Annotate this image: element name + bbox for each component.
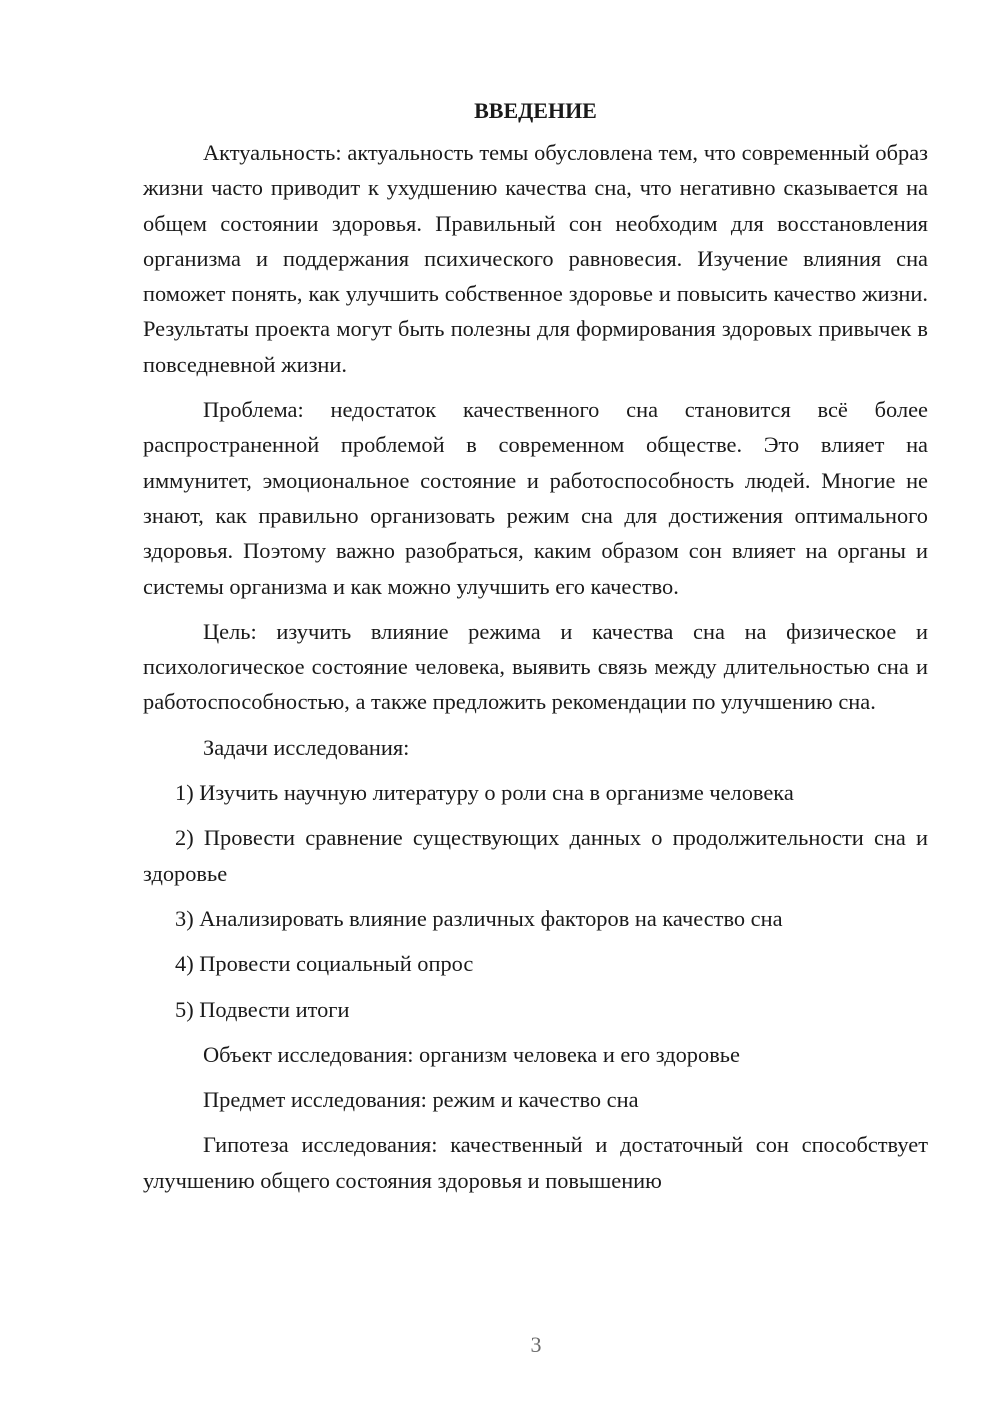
task-item-5: 5) Подвести итоги (175, 996, 350, 1022)
page-title: ВВЕДЕНИЕ (474, 98, 597, 123)
task-item-1: 1) Изучить научную литературу о роли сна в организме человека (175, 780, 794, 806)
hypothesis-paragraph: Гипотеза исследования: качественный и достаточный сон способствует улучшению общего состояния здоровья и повышению (143, 1132, 928, 1193)
relevance-paragraph: Актуальность: актуальность темы обусловлена тем, что современный образ жизни часто приводит к ухудшению качества сна, что негативно сказывается на общем состоянии здоровья. Правильный сон необходим для восстановления организма и поддержания психического равновесия. Изучение влияния сна поможет понять, как улучшить собственное здоровье и повысить качество жизни. Результаты проекта могут быть полезны для формирования здоровых привычек в повседневной жизни. (143, 140, 928, 377)
research-object: Объект исследования: организм человека и его здоровье (203, 1041, 740, 1067)
goal-paragraph: Цель: изучить влияние режима и качества сна на физическое и психологическое состояние человека, выявить связь между длительностью сна и работоспособностью, а также предложить рекомендации по улучшению сна. (143, 618, 928, 715)
task-item-3: 3) Анализировать влияние различных факторов на качество сна (175, 905, 783, 931)
page-content (143, 96, 928, 1198)
task-item-4: 4) Провести социальный опрос (175, 951, 474, 977)
problem-paragraph: Проблема: недостаток качественного сна становится всё более распространенной проблемой в современном обществе. Это влияет на иммунитет, эмоциональное состояние и работоспособность людей. Многие не знают, как правильно организовать режим сна для достижения оптимального здоровья. Поэтому важно разобраться, каким образом сон влияет на органы и системы организма и как можно улучшить его качество. (143, 397, 928, 599)
page-number: 3 (530, 1332, 542, 1357)
research-subject: Предмет исследования: режим и качество сна (203, 1087, 639, 1113)
tasks-heading: Задачи исследования: (203, 734, 410, 760)
task-item-2: 2) Провести сравнение существующих данных о продолжительности сна и здоровье (143, 825, 928, 886)
